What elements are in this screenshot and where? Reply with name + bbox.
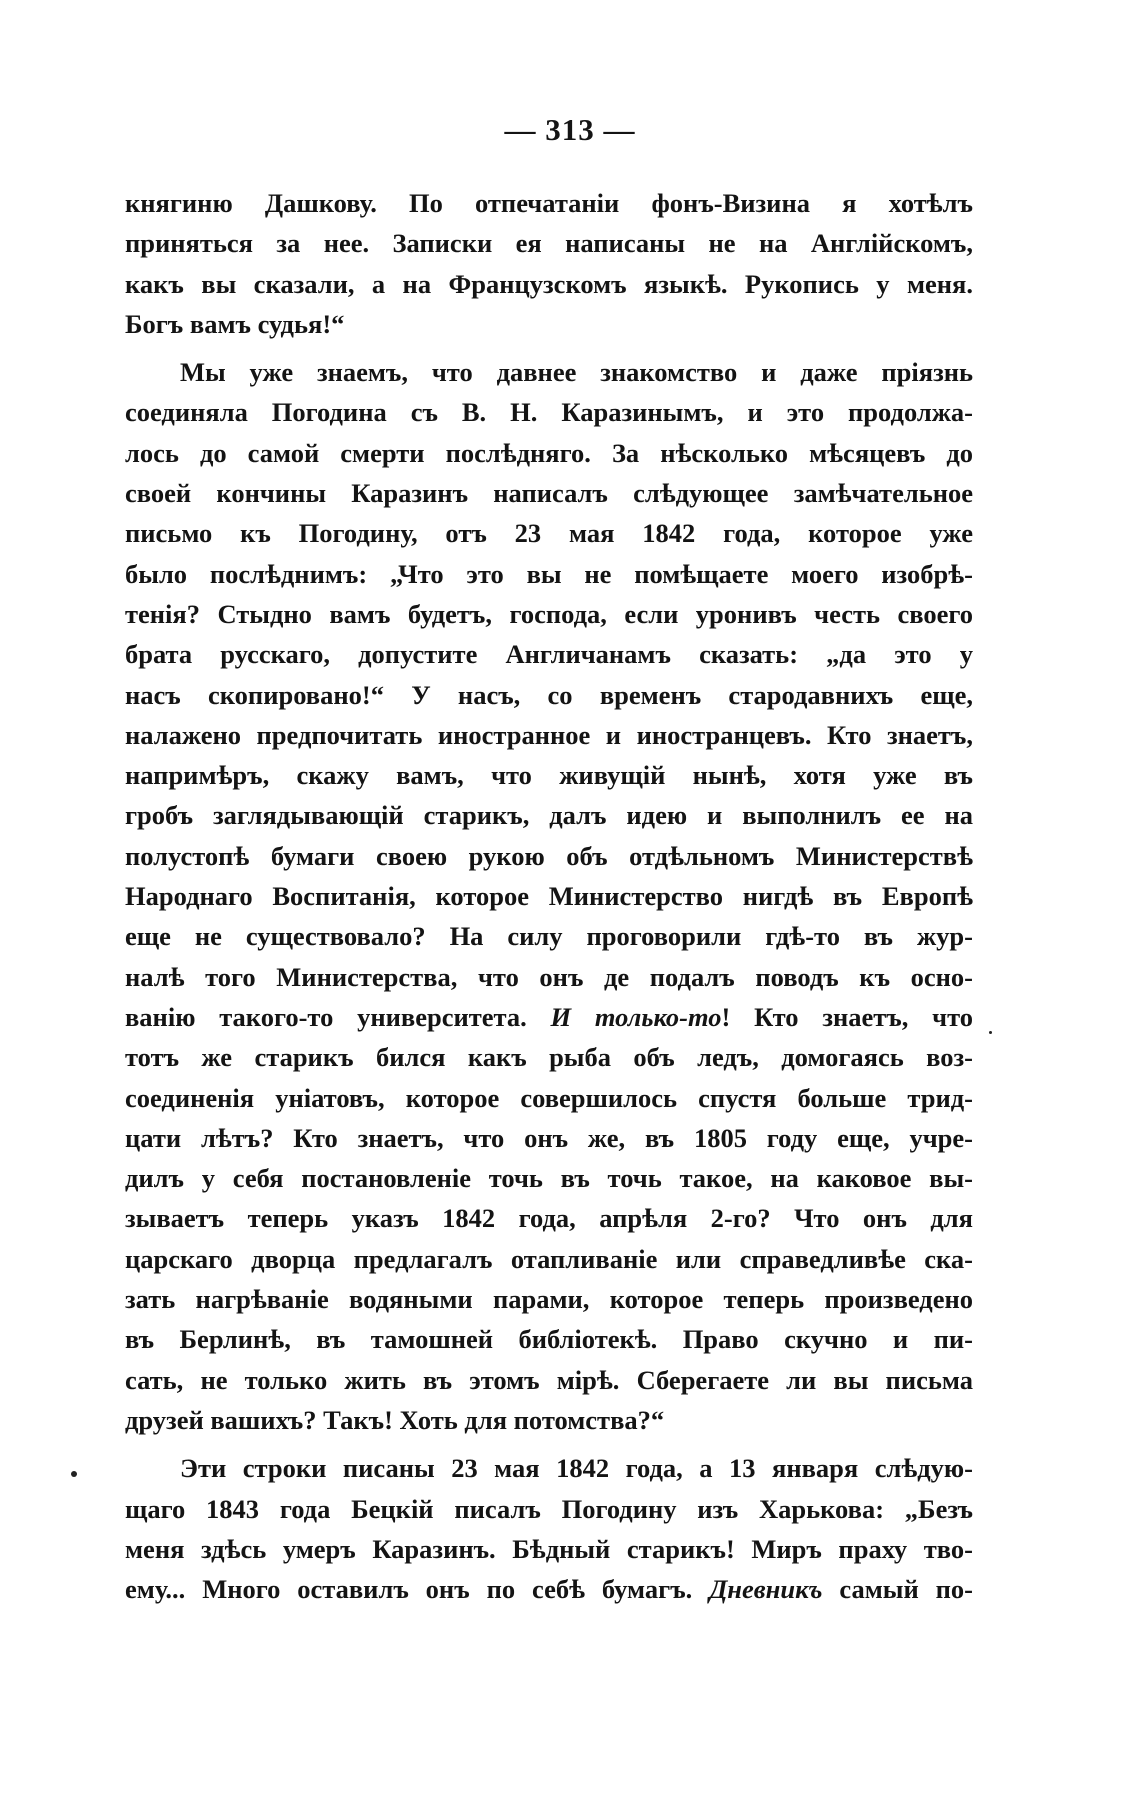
text-line: напримѣръ, скажу вамъ, что живущій нынѣ, хотя уже въ — [125, 760, 973, 791]
text-line: еще не существовало? На силу проговорили гдѣ-то въ жур- — [125, 921, 973, 952]
text-line: своей кончины Каразинъ написалъ слѣдующее замѣчательное — [125, 478, 973, 509]
text-line — [125, 997, 973, 1037]
text-line: зываетъ теперь указъ 1842 года, апрѣля 2-го? Что онъ для — [125, 1203, 973, 1234]
text-segment: ванію такого-то университета. — [125, 1001, 551, 1032]
text-line: лось до самой смерти послѣдняго. За нѣсколько мѣсяцевъ до — [125, 437, 973, 468]
text-line: соединяла Погодина съ В. Н. Каразинымъ, и это продолжа- — [125, 397, 973, 428]
text-line: соединенія уніатовъ, которое совершилось спустя больше трид- — [125, 1082, 973, 1113]
text-line: полустопѣ бумаги своею рукою объ отдѣльномъ Министерствѣ — [125, 840, 973, 871]
text-line: тотъ же старикъ бился какъ рыба объ ледъ, домогаясь воз- — [125, 1042, 973, 1073]
text-line: друзей вашихъ? Такъ! Хоть для потомства?“ — [125, 1404, 665, 1435]
text-line: приняться за нее. Записки ея написаны не на Англійскомъ, — [125, 228, 973, 259]
text-line: насъ скопировано!“ У насъ, со временъ стародавнихъ еще, — [125, 679, 973, 710]
text-segment: самый по- — [822, 1574, 973, 1605]
text-line: брата русскаго, допустите Англичанамъ сказать: „да это у — [125, 639, 973, 670]
text-segment: ! Кто знаетъ, что — [721, 1001, 973, 1032]
text-segment: ему... Много оставилъ онъ по себѣ бумагъ. — [125, 1574, 710, 1605]
text-line: налѣ того Министерства, что онъ де подалъ поводъ къ осно- — [125, 961, 973, 992]
text-line: Мы уже знаемъ, что давнее знакомство и даже пріязнь — [180, 357, 973, 388]
text-line — [125, 1569, 973, 1609]
text-line: въ Берлинѣ, въ тамошней библіотекѣ. Право скучно и пи- — [125, 1324, 973, 1355]
text-line: зать нагрѣваніе водяными парами, которое теперь произведено — [125, 1284, 973, 1315]
italic-phrase: Дневникъ — [709, 1574, 823, 1605]
italic-phrase: И только-то — [550, 1001, 722, 1032]
text-line: Народнаго Воспитанія, которое Министерство нигдѣ въ Европѣ — [125, 881, 973, 912]
text-line: Богъ вамъ судья!“ — [125, 308, 345, 339]
page-number: — 313 — — [504, 112, 636, 147]
text-line: царскаго дворца предлагалъ отапливаніе или справедливѣе ска- — [125, 1243, 973, 1274]
text-line: дилъ у себя постановленіе точь въ точь такое, на каковое вы- — [125, 1163, 973, 1194]
text-line: щаго 1843 года Бецкій писалъ Погодину изъ Харькова: „Безъ — [125, 1493, 973, 1524]
text-line: налажено предпочитать иностранное и иностранцевъ. Кто знаетъ, — [125, 719, 973, 750]
text-line: Эти строки писаны 23 мая 1842 года, а 13 января слѣдую- — [180, 1453, 973, 1484]
text-line: какъ вы сказали, а на Французскомъ языкѣ. Рукопись у меня. — [125, 268, 973, 299]
text-line: было послѣднимъ: „Что это вы не помѣщаете моего изобрѣ- — [125, 558, 973, 589]
text-line: меня здѣсь умеръ Каразинъ. Бѣдный старикъ! Миръ праху тво- — [125, 1533, 973, 1564]
ink-speck — [71, 1471, 77, 1477]
text-line: гробъ заглядывающій старикъ, далъ идею и выполнилъ ее на — [125, 800, 973, 831]
text-line: сать, не только жить въ этомъ мірѣ. Сберегаете ли вы письма — [125, 1364, 973, 1395]
ink-speck — [989, 1031, 992, 1034]
text-line: тенія? Стыдно вамъ будетъ, господа, если уронивъ честь своего — [125, 598, 973, 629]
body-text — [125, 183, 973, 1609]
text-line: княгиню Дашкову. По отпечатаніи фонъ-Визина я хотѣлъ — [125, 188, 973, 218]
text-line: цати лѣтъ? Кто знаетъ, что онъ же, въ 1805 году еще, учре- — [125, 1122, 973, 1153]
text-line: письмо къ Погодину, отъ 23 мая 1842 года, которое уже — [125, 518, 973, 549]
